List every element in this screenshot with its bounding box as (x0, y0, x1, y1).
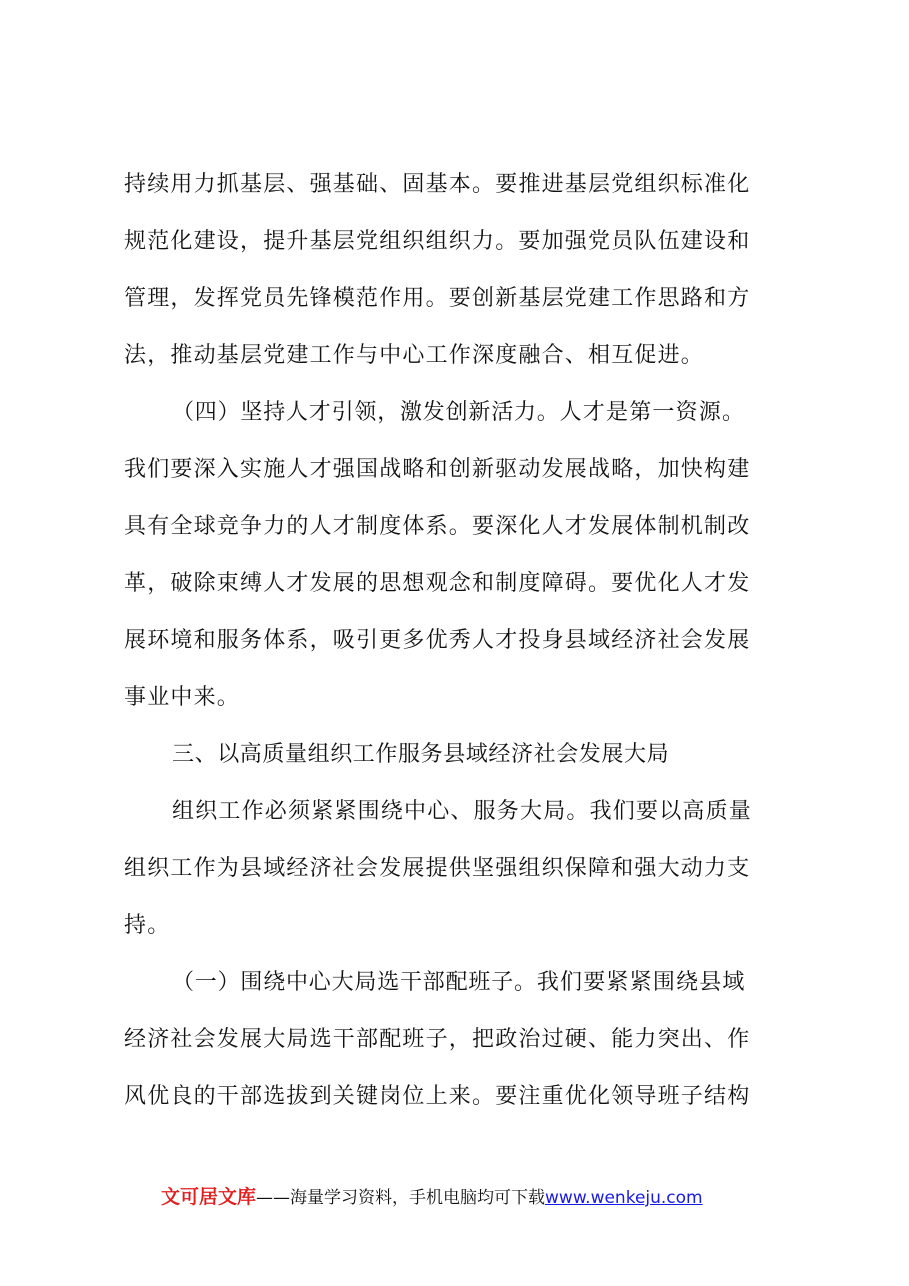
intro-first-line: 组织工作必须紧紧围绕中心、服务大局。我们要以高质量 (172, 799, 753, 824)
body-line: 持。 (124, 913, 171, 938)
section-heading: 三、以高质量组织工作服务县域经济社会发展大局 (172, 742, 670, 767)
section-four-text: 人才是第一资源。 (559, 400, 746, 425)
body-line: 革，破除束缚人才发展的思想观念和制度障碍。要优化人才发 (124, 571, 751, 596)
footer-brand: 文可居文库 (161, 1186, 257, 1208)
body-line: 展环境和服务体系，吸引更多优秀人才投身县域经济社会发展 (124, 628, 751, 653)
body-line: 具有全球竞争力的人才制度体系。要深化人才发展体制机制改 (124, 514, 751, 539)
section-one-text: 我们要紧紧围绕县域 (536, 970, 746, 995)
body-line: 管理，发挥党员先锋模范作用。要创新基层党建工作思路和方 (124, 286, 751, 311)
section-one-first-line (172, 968, 784, 998)
footer-link[interactable]: www.wenkeju.com (545, 1188, 703, 1208)
section-four-first-line (172, 398, 784, 428)
body-line: 组织工作为县域经济社会发展提供坚强组织保障和强大动力支 (124, 856, 751, 881)
body-line: 持续用力抓基层、强基础、固基本。要推进基层党组织标准化 (124, 172, 751, 197)
section-one-title: （一）围绕中心大局选干部配班子。 (172, 970, 537, 995)
body-line: 事业中来。 (124, 685, 241, 710)
body-line: 我们要深入实施人才强国战略和创新驱动发展战略，加快构建 (124, 457, 751, 482)
body-line: 规范化建设，提升基层党组织组织力。要加强党员队伍建设和 (124, 229, 751, 254)
body-line: 法，推动基层党建工作与中心工作深度融合、相互促进。 (124, 343, 705, 368)
body-line: 风优良的干部选拔到关键岗位上来。要注重优化领导班子结构 (124, 1084, 751, 1109)
footer-banner (161, 1182, 703, 1212)
footer-slogan: ——海量学习资料，手机电脑均可下载 (256, 1188, 546, 1208)
body-line: 经济社会发展大局选干部配班子，把政治过硬、能力突出、作 (124, 1027, 751, 1052)
section-four-title: （四）坚持人才引领，激发创新活力。 (172, 400, 560, 425)
